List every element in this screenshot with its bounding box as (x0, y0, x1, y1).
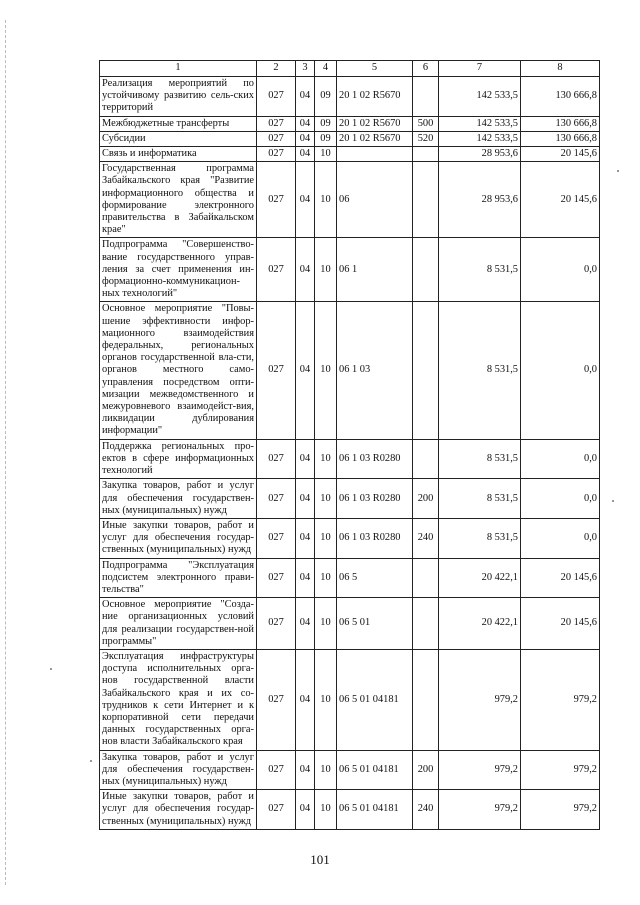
cell-amount-1: 142 533,5 (439, 116, 521, 131)
cell-name: Субсидии (100, 131, 257, 146)
budget-table (99, 60, 600, 830)
cell-target-article: 20 1 02 R5670 (337, 116, 413, 131)
cell-amount-2: 20 145,6 (521, 558, 600, 598)
cell-admin-code: 027 (257, 77, 296, 117)
cell-subsection: 10 (315, 649, 337, 750)
cell-target-article: 06 5 01 04181 (337, 790, 413, 830)
cell-amount-1: 8 531,5 (439, 439, 521, 479)
cell-expense-type: 240 (413, 790, 439, 830)
cell-name: Подпрограмма "Эксплуатация подсистем электронного прави-тельства" (100, 558, 257, 598)
table-row (100, 162, 600, 238)
table-body (100, 77, 600, 830)
cell-name: Основное мероприятие "Повы-шение эффективности инфор-мационного взаимодействия федеральных, региональных органов государственной вла-сти, органов местного само-управления посредством опти-мизации межведомственного и межуровневого взаимодейст-вия, ликвидации дублирования информации" (100, 302, 257, 439)
cell-subsection: 09 (315, 77, 337, 117)
cell-section: 04 (296, 147, 315, 162)
table-row (100, 302, 600, 439)
cell-subsection: 10 (315, 162, 337, 238)
cell-target-article: 06 5 01 (337, 598, 413, 650)
cell-expense-type: 200 (413, 479, 439, 519)
cell-amount-2: 0,0 (521, 238, 600, 302)
column-header-6: 6 (413, 61, 439, 77)
scan-speck (50, 668, 52, 670)
budget-table-container (99, 60, 599, 830)
cell-amount-1: 8 531,5 (439, 518, 521, 558)
cell-target-article: 06 5 01 04181 (337, 750, 413, 790)
cell-expense-type: 520 (413, 131, 439, 146)
cell-section: 04 (296, 790, 315, 830)
cell-subsection: 10 (315, 147, 337, 162)
cell-subsection: 10 (315, 750, 337, 790)
cell-amount-1: 979,2 (439, 790, 521, 830)
cell-section: 04 (296, 116, 315, 131)
cell-amount-1: 979,2 (439, 649, 521, 750)
header-row (100, 61, 600, 77)
cell-target-article: 06 1 (337, 238, 413, 302)
cell-admin-code: 027 (257, 162, 296, 238)
cell-section: 04 (296, 302, 315, 439)
scan-speck (90, 760, 92, 762)
cell-amount-1: 20 422,1 (439, 558, 521, 598)
cell-amount-2: 0,0 (521, 439, 600, 479)
cell-name: Межбюджетные трансферты (100, 116, 257, 131)
cell-name: Подпрограмма "Совершенство-вание государственного управ-ления за счет применения ин-формационно-коммуникацион-ных технологий" (100, 238, 257, 302)
cell-subsection: 10 (315, 518, 337, 558)
cell-name: Государственная программа Забайкальского края "Развитие информационного общества и формирование электронного правительства в Забайкальском крае" (100, 162, 257, 238)
cell-expense-type (413, 77, 439, 117)
cell-amount-1: 20 422,1 (439, 598, 521, 650)
cell-target-article: 20 1 02 R5670 (337, 77, 413, 117)
cell-name: Основное мероприятие "Созда-ние организационных условий для реализации государствен-ной программы" (100, 598, 257, 650)
cell-amount-2: 130 666,8 (521, 116, 600, 131)
cell-section: 04 (296, 439, 315, 479)
cell-amount-1: 28 953,6 (439, 162, 521, 238)
column-header-1: 1 (100, 61, 257, 77)
cell-amount-2: 130 666,8 (521, 131, 600, 146)
cell-subsection: 10 (315, 238, 337, 302)
cell-name: Реализация мероприятий по устойчивому развитию сель-ских территорий (100, 77, 257, 117)
column-header-7: 7 (439, 61, 521, 77)
cell-name: Связь и информатика (100, 147, 257, 162)
column-header-4: 4 (315, 61, 337, 77)
cell-admin-code: 027 (257, 147, 296, 162)
cell-name: Иные закупки товаров, работ и услуг для обеспечения государ-ственных (муниципальных) нужд (100, 518, 257, 558)
cell-section: 04 (296, 77, 315, 117)
cell-admin-code: 027 (257, 750, 296, 790)
cell-admin-code: 027 (257, 558, 296, 598)
cell-admin-code: 027 (257, 649, 296, 750)
cell-section: 04 (296, 558, 315, 598)
cell-expense-type: 200 (413, 750, 439, 790)
cell-admin-code: 027 (257, 302, 296, 439)
cell-amount-2: 20 145,6 (521, 147, 600, 162)
table-row (100, 598, 600, 650)
cell-subsection: 10 (315, 302, 337, 439)
cell-admin-code: 027 (257, 790, 296, 830)
cell-expense-type (413, 598, 439, 650)
cell-subsection: 10 (315, 439, 337, 479)
cell-expense-type (413, 649, 439, 750)
table-row (100, 238, 600, 302)
cell-amount-2: 979,2 (521, 649, 600, 750)
cell-admin-code: 027 (257, 598, 296, 650)
cell-amount-2: 20 145,6 (521, 162, 600, 238)
table-row (100, 750, 600, 790)
table-row (100, 131, 600, 146)
cell-admin-code: 027 (257, 131, 296, 146)
cell-amount-2: 0,0 (521, 518, 600, 558)
cell-section: 04 (296, 162, 315, 238)
cell-expense-type (413, 147, 439, 162)
cell-name: Закупка товаров, работ и услуг для обеспечения государствен-ных (муниципальных) нужд (100, 479, 257, 519)
cell-amount-1: 142 533,5 (439, 131, 521, 146)
cell-expense-type: 500 (413, 116, 439, 131)
cell-target-article: 06 1 03 R0280 (337, 518, 413, 558)
cell-expense-type (413, 162, 439, 238)
column-header-5: 5 (337, 61, 413, 77)
cell-amount-2: 20 145,6 (521, 598, 600, 650)
cell-admin-code: 027 (257, 116, 296, 131)
cell-name: Иные закупки товаров, работ и услуг для обеспечения государ-ственных (муниципальных) нужд (100, 790, 257, 830)
cell-amount-2: 979,2 (521, 790, 600, 830)
scan-margin-line (5, 20, 7, 885)
cell-section: 04 (296, 131, 315, 146)
table-row (100, 439, 600, 479)
cell-section: 04 (296, 750, 315, 790)
cell-amount-2: 130 666,8 (521, 77, 600, 117)
cell-admin-code: 027 (257, 238, 296, 302)
cell-subsection: 10 (315, 790, 337, 830)
cell-admin-code: 027 (257, 439, 296, 479)
cell-subsection: 09 (315, 131, 337, 146)
cell-target-article: 06 5 01 04181 (337, 649, 413, 750)
cell-amount-1: 142 533,5 (439, 77, 521, 117)
cell-target-article: 06 (337, 162, 413, 238)
cell-section: 04 (296, 238, 315, 302)
cell-target-article: 06 1 03 (337, 302, 413, 439)
cell-target-article: 20 1 02 R5670 (337, 131, 413, 146)
cell-name: Закупка товаров, работ и услуг для обеспечения государствен-ных (муниципальных) нужд (100, 750, 257, 790)
cell-amount-2: 0,0 (521, 302, 600, 439)
cell-expense-type (413, 439, 439, 479)
cell-subsection: 09 (315, 116, 337, 131)
table-row (100, 518, 600, 558)
cell-expense-type (413, 302, 439, 439)
cell-expense-type (413, 558, 439, 598)
cell-target-article: 06 5 (337, 558, 413, 598)
cell-admin-code: 027 (257, 479, 296, 519)
cell-amount-1: 8 531,5 (439, 302, 521, 439)
cell-admin-code: 027 (257, 518, 296, 558)
cell-section: 04 (296, 479, 315, 519)
table-row (100, 116, 600, 131)
column-header-2: 2 (257, 61, 296, 77)
table-row (100, 77, 600, 117)
cell-amount-2: 979,2 (521, 750, 600, 790)
cell-name: Поддержка региональных про-ектов в сфере информационных технологий (100, 439, 257, 479)
cell-target-article: 06 1 03 R0280 (337, 439, 413, 479)
cell-name: Эксплуатация инфраструктуры доступа исполнительных орга-нов государственной власти Забайкальского края и их со-трудников к сети Интернет и к корпоративной сети передачи данных государственных орга-нов власти Забайкальского края (100, 649, 257, 750)
page-number: 101 (310, 852, 330, 867)
column-header-3: 3 (296, 61, 315, 77)
cell-amount-2: 0,0 (521, 479, 600, 519)
cell-amount-1: 8 531,5 (439, 238, 521, 302)
cell-amount-1: 979,2 (439, 750, 521, 790)
cell-amount-1: 28 953,6 (439, 147, 521, 162)
table-row (100, 558, 600, 598)
cell-expense-type (413, 238, 439, 302)
table-row (100, 479, 600, 519)
table-row (100, 790, 600, 830)
cell-subsection: 10 (315, 598, 337, 650)
cell-target-article: 06 1 03 R0280 (337, 479, 413, 519)
scan-speck (612, 500, 614, 502)
cell-amount-1: 8 531,5 (439, 479, 521, 519)
cell-subsection: 10 (315, 558, 337, 598)
cell-subsection: 10 (315, 479, 337, 519)
cell-expense-type: 240 (413, 518, 439, 558)
cell-section: 04 (296, 598, 315, 650)
cell-section: 04 (296, 649, 315, 750)
cell-target-article (337, 147, 413, 162)
cell-section: 04 (296, 518, 315, 558)
column-header-8: 8 (521, 61, 600, 77)
scan-speck (617, 170, 619, 172)
table-row (100, 649, 600, 750)
table-row (100, 147, 600, 162)
